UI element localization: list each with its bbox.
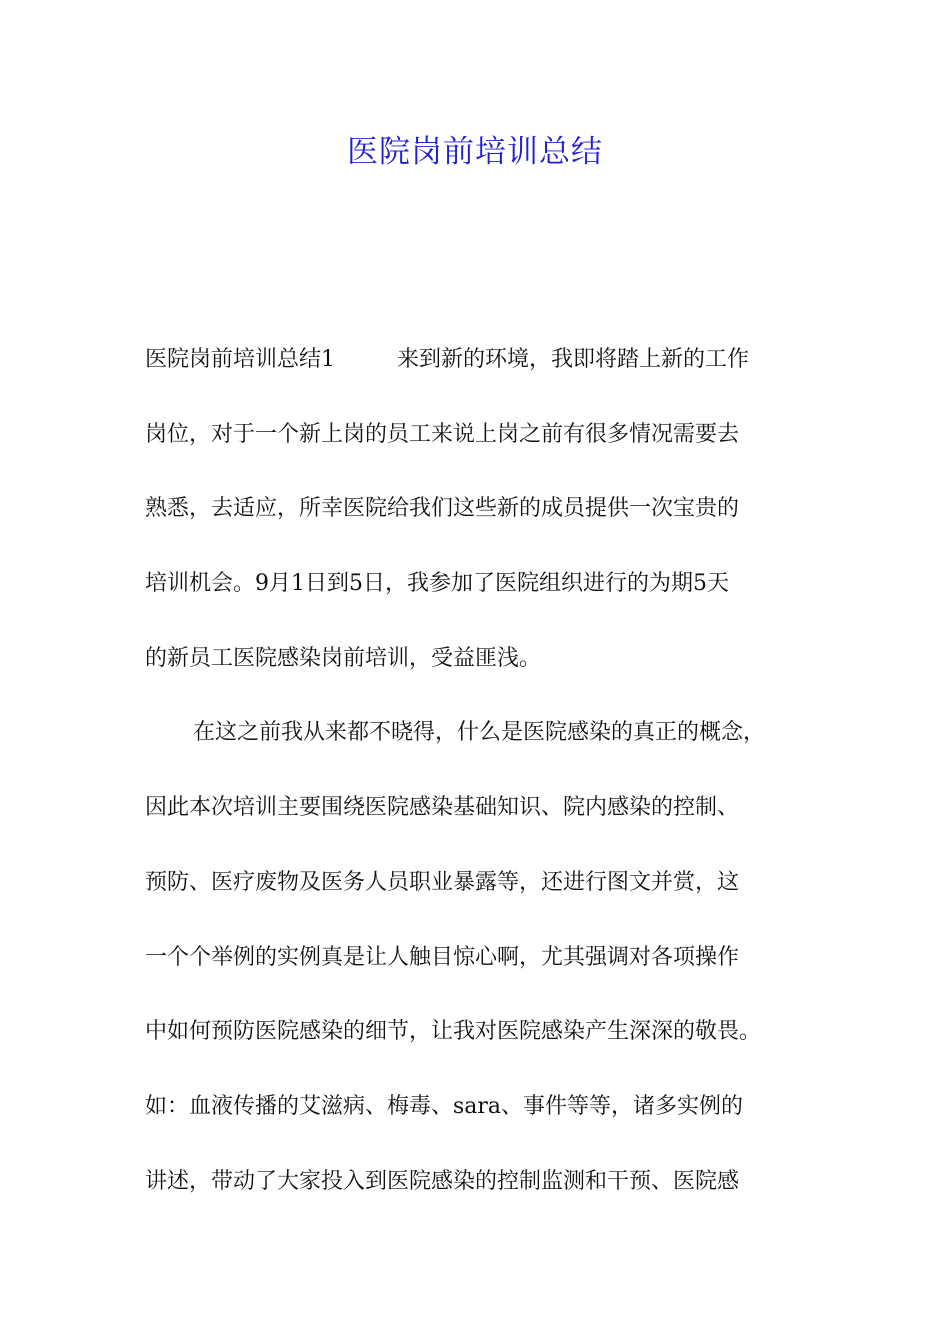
body-line-7: 因此本次培训主要围绕医院感染基础知识、院内感染的控制、: [145, 795, 740, 820]
body-line-9: 一个个举例的实例真是让人触目惊心啊，尤其强调对各项操作: [145, 945, 740, 970]
body-line-11: 如：血液传播的艾滋病、梅毒、sara、事件等等，诸多实例的: [145, 1094, 744, 1119]
body-line-1: [145, 345, 845, 375]
body-line-3: 熟悉，去适应，所幸医院给我们这些新的成员提供一次宝贵的: [145, 496, 740, 521]
body-line-4: 培训机会。9月1日到5日，我参加了医院组织进行的为期5天: [145, 571, 729, 596]
body-line-10: 中如何预防医院感染的细节，让我对医院感染产生深深的敬畏。: [145, 1019, 762, 1044]
body-line-2: 岗位，对于一个新上岗的员工来说上岗之前有很多情况需要去: [145, 422, 740, 447]
body-line-12: 讲述，带动了大家投入到医院感染的控制监测和干预、医院感: [145, 1169, 740, 1194]
body-line-8: 预防、医疗废物及医务人员职业暴露等，还进行图文并赏，这: [145, 870, 740, 895]
document-title: 医院岗前培训总结: [347, 134, 603, 170]
body-line-6: 在这之前我从来都不晓得，什么是医院感染的真正的概念，: [193, 720, 766, 745]
body-line-5: 的新员工医院感染岗前培训，受益匪浅。: [145, 646, 542, 671]
section-heading-inline: 医院岗前培训总结1: [145, 347, 335, 372]
body-line-1-text: 来到新的环境，我即将踏上新的工作: [397, 347, 750, 372]
